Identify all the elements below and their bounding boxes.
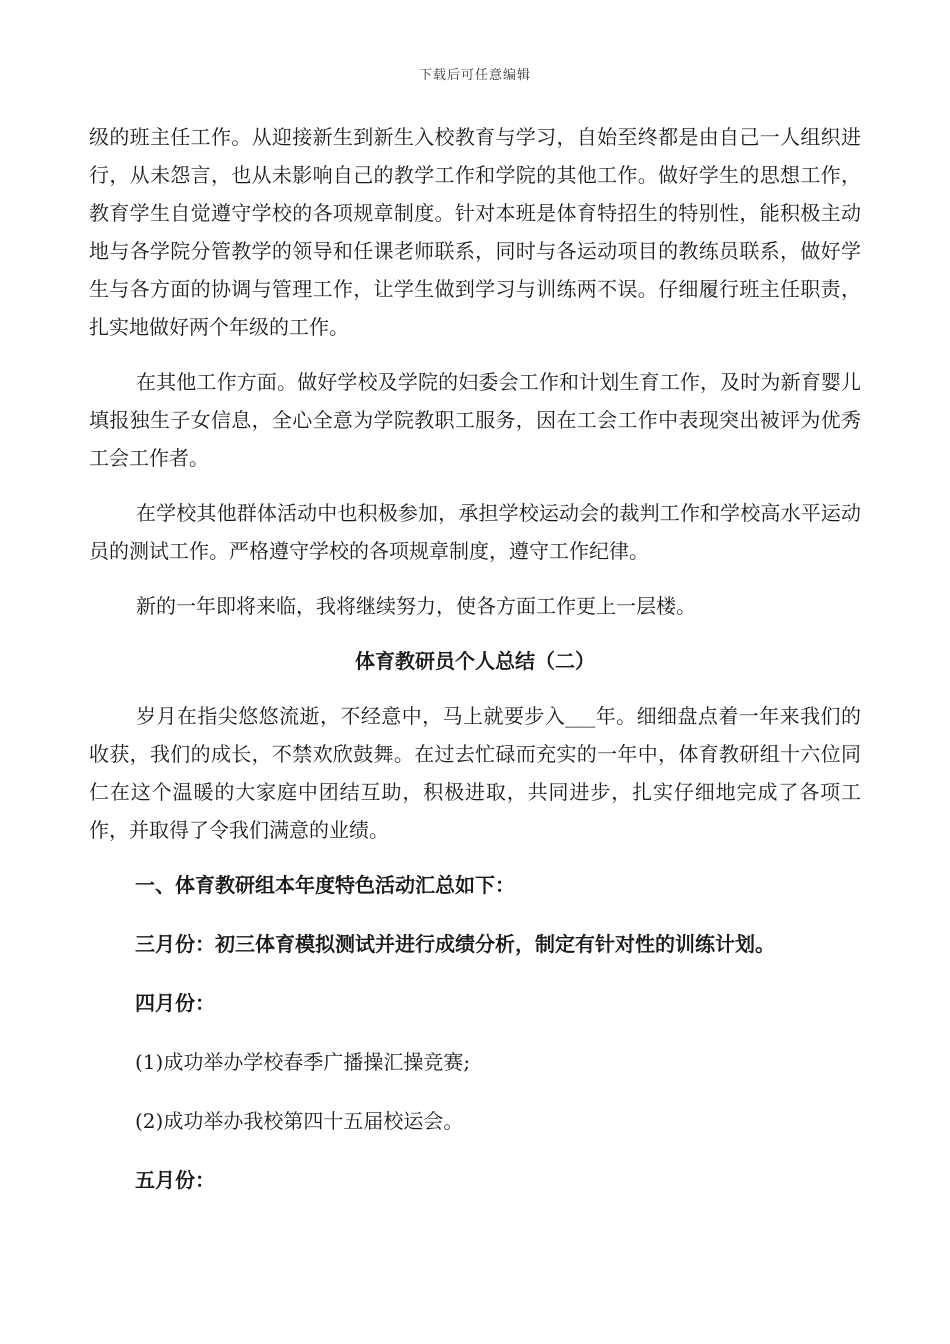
paragraph-group-activities: 在学校其他群体活动中也积极参加，承担学校运动会的裁判工作和学校高水平运动员的测试工作。严格遵守学校的各项规章制度，遵守工作纪律。 <box>89 501 861 563</box>
document-body <box>89 118 861 1220</box>
paragraph-class-teacher-work: 级的班主任工作。从迎接新生到新生入校教育与学习，自始至终都是由自己一人组织进行，从未怨言，也从未影响自己的教学工作和学院的其他工作。做好学生的思想工作，教育学生自觉遵守学校的各项规章制度。针对本班是体育特招生的特别性，能积极主动地与各学院分管教学的领导和任课老师联系，同时与各运动项目的教练员联系，做好学生与各方面的协调与管理工作，让学生做到学习与训练两不误。仔细履行班主任职责，扎实地做好两个年级的工作。 <box>89 125 861 339</box>
paragraph-other-work: 在其他工作方面。做好学校及学院的妇委会工作和计划生育工作，及时为新育婴儿填报独生子女信息，全心全意为学院教职工服务，因在工会工作中表现突出被评为优秀工会工作者。 <box>89 370 861 470</box>
april-item-1: (1)成功举办学校春季广播操汇操竞赛; <box>135 1050 471 1074</box>
month-march: 三月份：初三体育模拟测试并进行成绩分析，制定有针对性的训练计划。 <box>135 932 775 956</box>
paragraph-new-year: 新的一年即将来临，我将继续努力，使各方面工作更上一层楼。 <box>136 594 696 618</box>
section-heading-activities: 一、体育教研组本年度特色活动汇总如下： <box>135 873 515 897</box>
april-item-2: (2)成功举办我校第四十五届校运会。 <box>135 1109 464 1133</box>
paragraph-intro: 岁月在指尖悠悠流逝，不经意中，马上就要步入___年。细细盘点着一年来我们的收获，我们的成长，不禁欢欣鼓舞。在过去忙碌而充实的一年中，体育教研组十六位同仁在这个温暖的大家庭中团结互助，积极进取，共同进步，扎实仔细地完成了各项工作，并取得了令我们满意的业绩。 <box>89 704 861 842</box>
section-title: 体育教研员个人总结（二） <box>355 649 595 673</box>
month-may: 五月份： <box>135 1168 215 1192</box>
page-header-note: 下载后可任意编辑 <box>418 68 531 83</box>
month-april: 四月份： <box>135 991 215 1015</box>
